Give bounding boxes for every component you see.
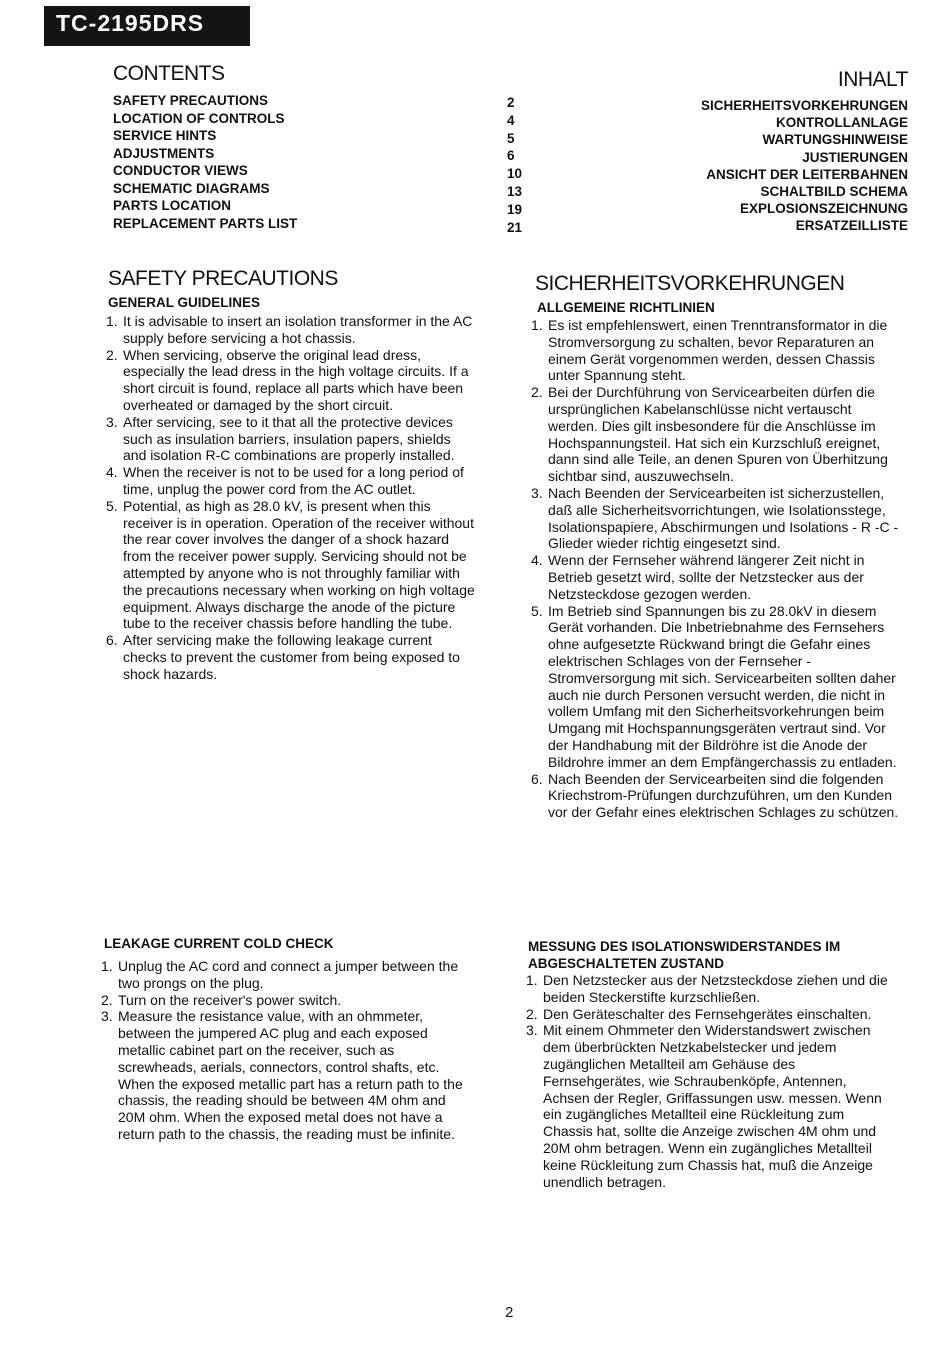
toc-item: SICHERHEITSVORKEHRUNGEN [700,98,908,113]
list-item: 4. When the receiver is not to be used for a long period of time, unplug the power cord from the AC outlet. [106,464,464,497]
toc-item: JUSTIERUNGEN [802,149,908,165]
inhalt-title: INHALT [837,68,908,91]
toc-page: 4 [507,112,515,128]
toc-page: 5 [507,130,515,146]
safety-title-en: SAFETY PRECAUTIONS [108,267,338,290]
list-item: 2. Den Geräteschalter des Fernsehgerätes einschalten. [526,1005,872,1022]
list-item: 6. Nach Beenden der Servicearbeiten sind die folgenden Kriechstrom-Prüfungen durchzuführen, um den Kunden vor der Gefahr eines elektrischen Schlages zu schützen. [531,770,899,821]
contents-list-de [578,97,908,235]
model-number: TC-2195DRS [56,10,205,36]
toc-item: SCHEMATIC DIAGRAMS [113,180,270,196]
safety-title-de: SICHERHEITSVORKEHRUNGEN [535,272,845,295]
toc-item: PARTS LOCATION [113,198,231,213]
model-banner [44,6,250,46]
list-item: 2. Bei der Durchführung von Servicearbeiten dürfen die ursprünglichen Kabelanschlüsse nicht vertauscht werden. Dies gilt insbesondere für die Anschlüsse im Hochspannungsteil. Hat sich ein Kurzschluß ereignet, dann sind alle Teile, an denen Spuren von Überhitzung sichtbar sind, auszuwechseln. [531,384,888,485]
list-item: 3. After servicing, see to it that all the protective devices such as insulation barriers, insulation papers, shields and isolation R-C combinations are properly installed. [106,413,455,464]
toc-item: ADJUSTMENTS [113,145,215,161]
contents-list-en [113,92,433,232]
leakage-check-title-en: LEAKAGE CURRENT COLD CHECK [104,936,334,951]
toc-item: WARTUNGSHINWEISE [762,132,908,148]
leakage-list-en [101,958,466,1143]
list-item: 3. Measure the resistance value, with an ohmmeter, between the jumpered AC plug and each exposed metallic cabinet part on the receiver, such as screwheads, aerials, connectors, control shafts, etc. When the exposed metallic part has a return path to the chassis, the reading should be between 4M ohm and 20M ohm. When the exposed metal does not have a return path to the chassis, the reading must be infinite. [101,1008,463,1142]
list-item: 1. Es ist empfehlenswert, einen Trenntransformator in die Stromversorgung zu schalten, bevor Reparaturen an einem Gerät vorgenommen werden, dessen Chassis unter Spannung steht. [531,317,888,384]
toc-page: 10 [507,166,523,182]
toc-item: KONTROLLANLAGE [776,115,908,131]
list-item: 2. Turn on the receiver's power switch. [101,991,342,1008]
toc-item: ANSICHT DER LEITERBAHNEN [706,166,908,182]
list-item: 5. Potential, as high as 28.0 kV, is present when this receiver is in operation. Operation of the receiver without the rear cover involves the danger of a shock hazard from the receiver power supply. Servicing should not be attempted by anyone who is not throughly familiar with the precautions necessary when working on high voltage equipment. Always discharge the anode of the picture tube to the receiver chassis before handling the tube. [106,497,475,632]
toc-page: 19 [507,201,523,217]
toc-page: 13 [507,183,523,199]
page-number: 2 [505,1304,514,1321]
list-item: 2. When servicing, observe the original lead dress, especially the lead dress in the high voltage circuits. If a short circuit is found, replace all parts which have been overheated or damaged by the short circuit. [106,346,469,413]
list-item: 1. Unplug the AC cord and connect a jumper between the two prongs on the plug. [101,958,459,991]
list-item: 4. Wenn der Fernseher während längerer Zeit nicht in Betrieb gesetzt wird, sollte der Netzstecker aus der Netzsteckdose gezogen werden. [531,552,865,602]
contents-title: CONTENTS [113,62,225,85]
toc-item: SERVICE HINTS [113,128,217,143]
allgemeine-richtlinien-heading: ALLGEMEINE RICHTLINIEN [537,300,715,315]
toc-page: 21 [507,219,523,235]
leakage-list-de [526,972,896,1190]
toc-item: EXPLOSIONSZEICHNUNG [739,201,908,217]
toc-item: LOCATION OF CONTROLS [113,110,285,126]
toc-item: SCHALTBILD SCHEMA [760,184,908,200]
toc-item: REPLACEMENT PARTS LIST [113,215,298,231]
toc-item: CONDUCTOR VIEWS [113,163,248,178]
list-item: 1. Den Netzstecker aus der Netzsteckdose ziehen und die beiden Steckerstifte kurzschließen. [526,972,888,1005]
safety-list-en [106,313,476,683]
contents-page-numbers [507,94,537,236]
toc-page: 6 [507,148,515,164]
general-guidelines-heading: GENERAL GUIDELINES [108,295,261,310]
toc-item: ERSATZEILLISTE [795,218,908,234]
list-item: 1. It is advisable to insert an isolation transformer in the AC supply before servicing a hot chassis. [106,313,473,346]
safety-list-de [531,317,901,821]
list-item: 5. Im Betrieb sind Spannungen bis zu 28.0kV in diesem Gerät vorhanden. Die Inbetriebnahme des Fernsehers ohne aufgesetzte Rückwand bringt die Gefahr eines elektrischen Schlages von der Fernseher - Stromversorgung mit sich. Servicearbeiten sollten daher auch nie durch Personen versucht werden, die nicht in vollem Umfang mit den Sicherheitsvorkehrungen beim Umgang mit Hochspannungsgeräten vertraut sind. Vor der Handhabung mit der Bildröhre ist die Anode der Bildrohre immer an dem Empfängerchassis zu entladen. [531,602,897,770]
toc-item: SAFETY PRECAUTIONS [113,93,269,108]
list-item: 3. Mit einem Ohmmeter den Widerstandswert zwischen dem überbrückten Netzkabelstecker und jedem zugänglichen Metallteil am Gehäuse des Fernsehgerätes, wie Schraubenköpfe, Antennen, Achsen der Regler, Griffassungen usw. messen. Wenn ein zugängliches Metallteil eine Rückleitung zum Chassis hat, sollte die Anzeige zwischen 4M ohm und 20M ohm betragen. Wenn ein zugängliches Metallteil keine Rückleitung zum Chassis hat, muß die Anzeige unendlich betragen. [526,1022,882,1190]
toc-page: 2 [507,95,515,110]
list-item: 3. Nach Beenden der Servicearbeiten ist sicherzustellen, daß alle Sicherheitsvorrichtungen, wie Isolationsstege, Isolationspapiere, Abschirmungen und Isolations - R -C - Glieder wieder richtig eingesetzt sind. [531,484,899,552]
leakage-check-title-de: MESSUNG DES ISOLATIONSWIDERSTANDES IM ABGESCHALTETEN ZUSTAND [528,939,841,971]
list-item: 6. After servicing make the following leakage current checks to prevent the customer from being exposed to shock hazards. [106,632,460,682]
